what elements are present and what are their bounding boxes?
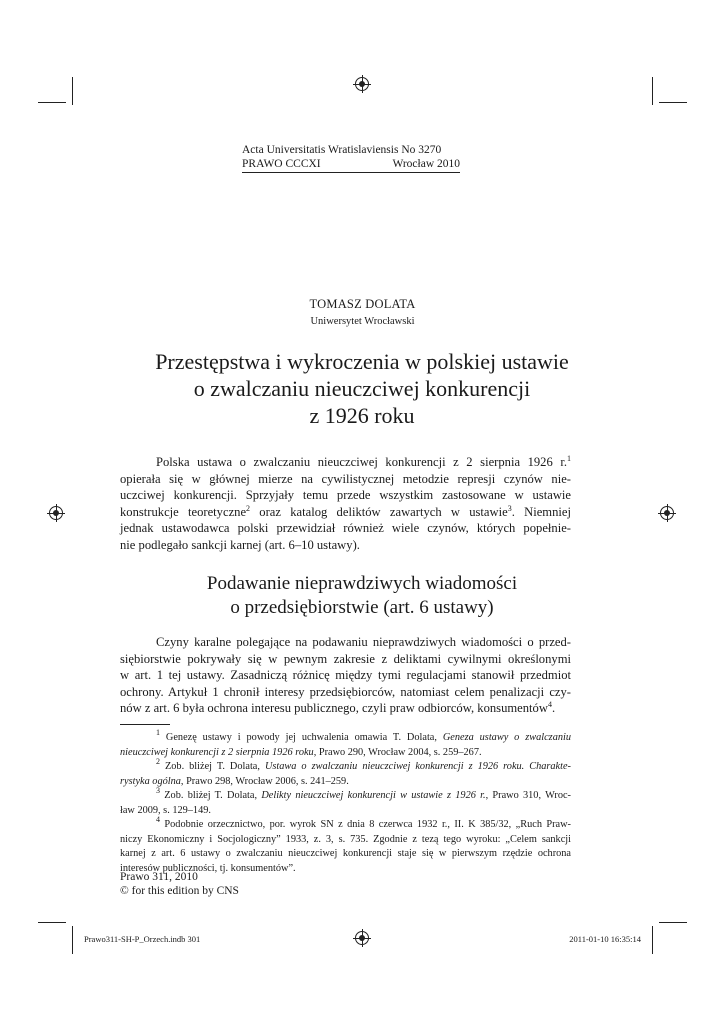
crop-mark [72,926,73,954]
footnote-number: 4 [156,815,160,824]
section-paragraph [120,634,571,717]
footnote-ref[interactable]: 2 [246,503,251,513]
title-line: o zwalczaniu nieuczciwej konkurencji [193,376,531,401]
footnote-text: Podobnie orzecznictwo, por. wyrok SN z dnia 8 czerwca 1932 r., II. K 385/32, „Ruch Praw- [160,819,571,830]
footnote-citation: Delikty nieuczciwej konkurencji w ustawie z 1926 r. [261,790,486,801]
imprint-line: © for this edition by CNS [120,885,239,897]
footnote-number: 3 [156,786,160,795]
crop-mark [72,77,73,105]
footnote-text: interesów publiczności, tj. konsumentów”. [120,862,296,874]
crop-mark [659,102,687,103]
crop-mark [652,77,653,105]
footnote-citation: nieuczciwej konkurencji z 2 sierpnia 1926 roku [120,746,314,758]
footnote-text: karnej z art. 6 ustawy o zwalczaniu nieuczciwej konkurencji staje się w pierwszym rzędzie ochrona [120,848,571,859]
place-year: Wrocław 2010 [392,158,460,170]
slug-timestamp: 2011-01-10 16:35:14 [569,934,641,944]
footnote-text: , Prawo 290, Wrocław 2004, s. 259–267. [313,746,482,758]
footnote-text: Genezę ustawy i powody jej uchwalenia omawia T. Dolata, [160,732,443,743]
crop-mark [38,102,66,103]
journal-line: Acta Universitatis Wratislaviensis No 3270 [242,144,442,156]
footnote-citation: Ustawa o zwalczaniu nieuczciwej konkurencji z 1926 roku. Charakte- [264,761,571,772]
author-name: TOMASZ DOLATA [309,297,416,311]
text-line: w art. 1 tej ustawy. Zasadniczą różnicę między tymi regulacjami stanowił przedmiot [120,668,571,683]
footnote-ref[interactable]: 4 [547,700,552,710]
footnote-rule [120,724,170,725]
footnote-number: 1 [156,728,160,737]
registration-mark-icon [49,506,63,520]
registration-mark-icon [355,931,369,945]
imprint [120,870,239,898]
registration-mark-icon [660,506,674,520]
footnote-text: ław 2009, s. 129–149. [120,804,211,816]
footnote-text: niczy Ekonomiczny i Socjologiczny” 1933, z. 3, s. 735. Zgodnie z tezą tego wyroku: „Celem sankcji [120,833,571,845]
footnote-ref[interactable]: 3 [507,503,512,513]
text-line: . [551,701,556,716]
section-title-line: o przedsiębiorstwie (art. 6 ustawy) [230,597,494,618]
text-line: nów z art. 6 była ochrona interesu publicznego, czyli praw odbiorców, konsumentów [120,701,548,716]
text-line: konstrukcje teoretyczne [120,504,247,519]
imprint-line: Prawo 311, 2010 [120,871,198,883]
intro-paragraph [120,454,571,554]
text-line: ochrony. Artykuł 1 chronił interesy przedsiębiorców, natomiast celem penalizacji czy- [120,684,571,699]
text-line: Polska ustawa o zwalczaniu nieuczciwej konkurencji z 2 sierpnia 1926 r. [156,455,567,469]
crop-mark [659,922,687,923]
footnote-text: Zob. bliżej T. Dolata, [160,790,262,801]
footnote-citation: Geneza ustawy o zwalczaniu [442,732,572,743]
footnote-text: , Prawo 298, Wrocław 2006, s. 241–259. [180,775,349,787]
text-line: oraz katalog deliktów zawartych w ustawie [250,504,508,519]
text-line: uczciwej konkurencji. Sprzyjały temu przede wszystkim zastosowane w ustawie [120,488,571,503]
section-title [120,572,604,620]
footnote-text: Zob. bliżej T. Dolata, [160,761,265,772]
footnotes [120,728,572,876]
crop-mark [38,922,66,923]
text-line: Czyny karalne polegające na podawaniu nieprawdziwych wiadomości o przed- [156,635,571,649]
header-rule [242,172,460,173]
slug-filename: Prawo311-SH-P_Orzech.indb 301 [84,934,201,944]
title-line: Przestępstwa i wykroczenia w polskiej ustawie [155,349,569,374]
text-line: jednak ustawodawca polski przewidział również wiele czynów, których popełnie- [120,521,571,536]
crop-mark [652,926,653,954]
footnote-text: , Prawo 310, Wroc- [485,790,571,801]
text-line: siębiorstwie pokrywały się w pewnym zakresie z deliktami cywilnymi określonymi [120,651,571,666]
footnote-ref[interactable]: 1 [567,454,571,463]
text-line: opierała się w głównej mierze na cywilistycznej metodzie represji czynów nie- [120,471,571,486]
journal-header [242,143,460,173]
title-line: z 1926 roku [309,403,415,428]
text-line: nie podlegało sankcji karnej (art. 6–10 ustawy). [120,537,360,552]
registration-mark-icon [355,77,369,91]
series-label: PRAWO CCCXI [242,158,321,170]
text-line: . Niemniej [511,504,571,519]
footnote-citation: rystyka ogólna [120,775,181,787]
footnote-number: 2 [156,757,160,766]
article-title [120,348,604,429]
section-title-line: Podawanie nieprawdziwych wiadomości [206,573,518,594]
author-affiliation: Uniwersytet Wrocławski [310,316,415,327]
